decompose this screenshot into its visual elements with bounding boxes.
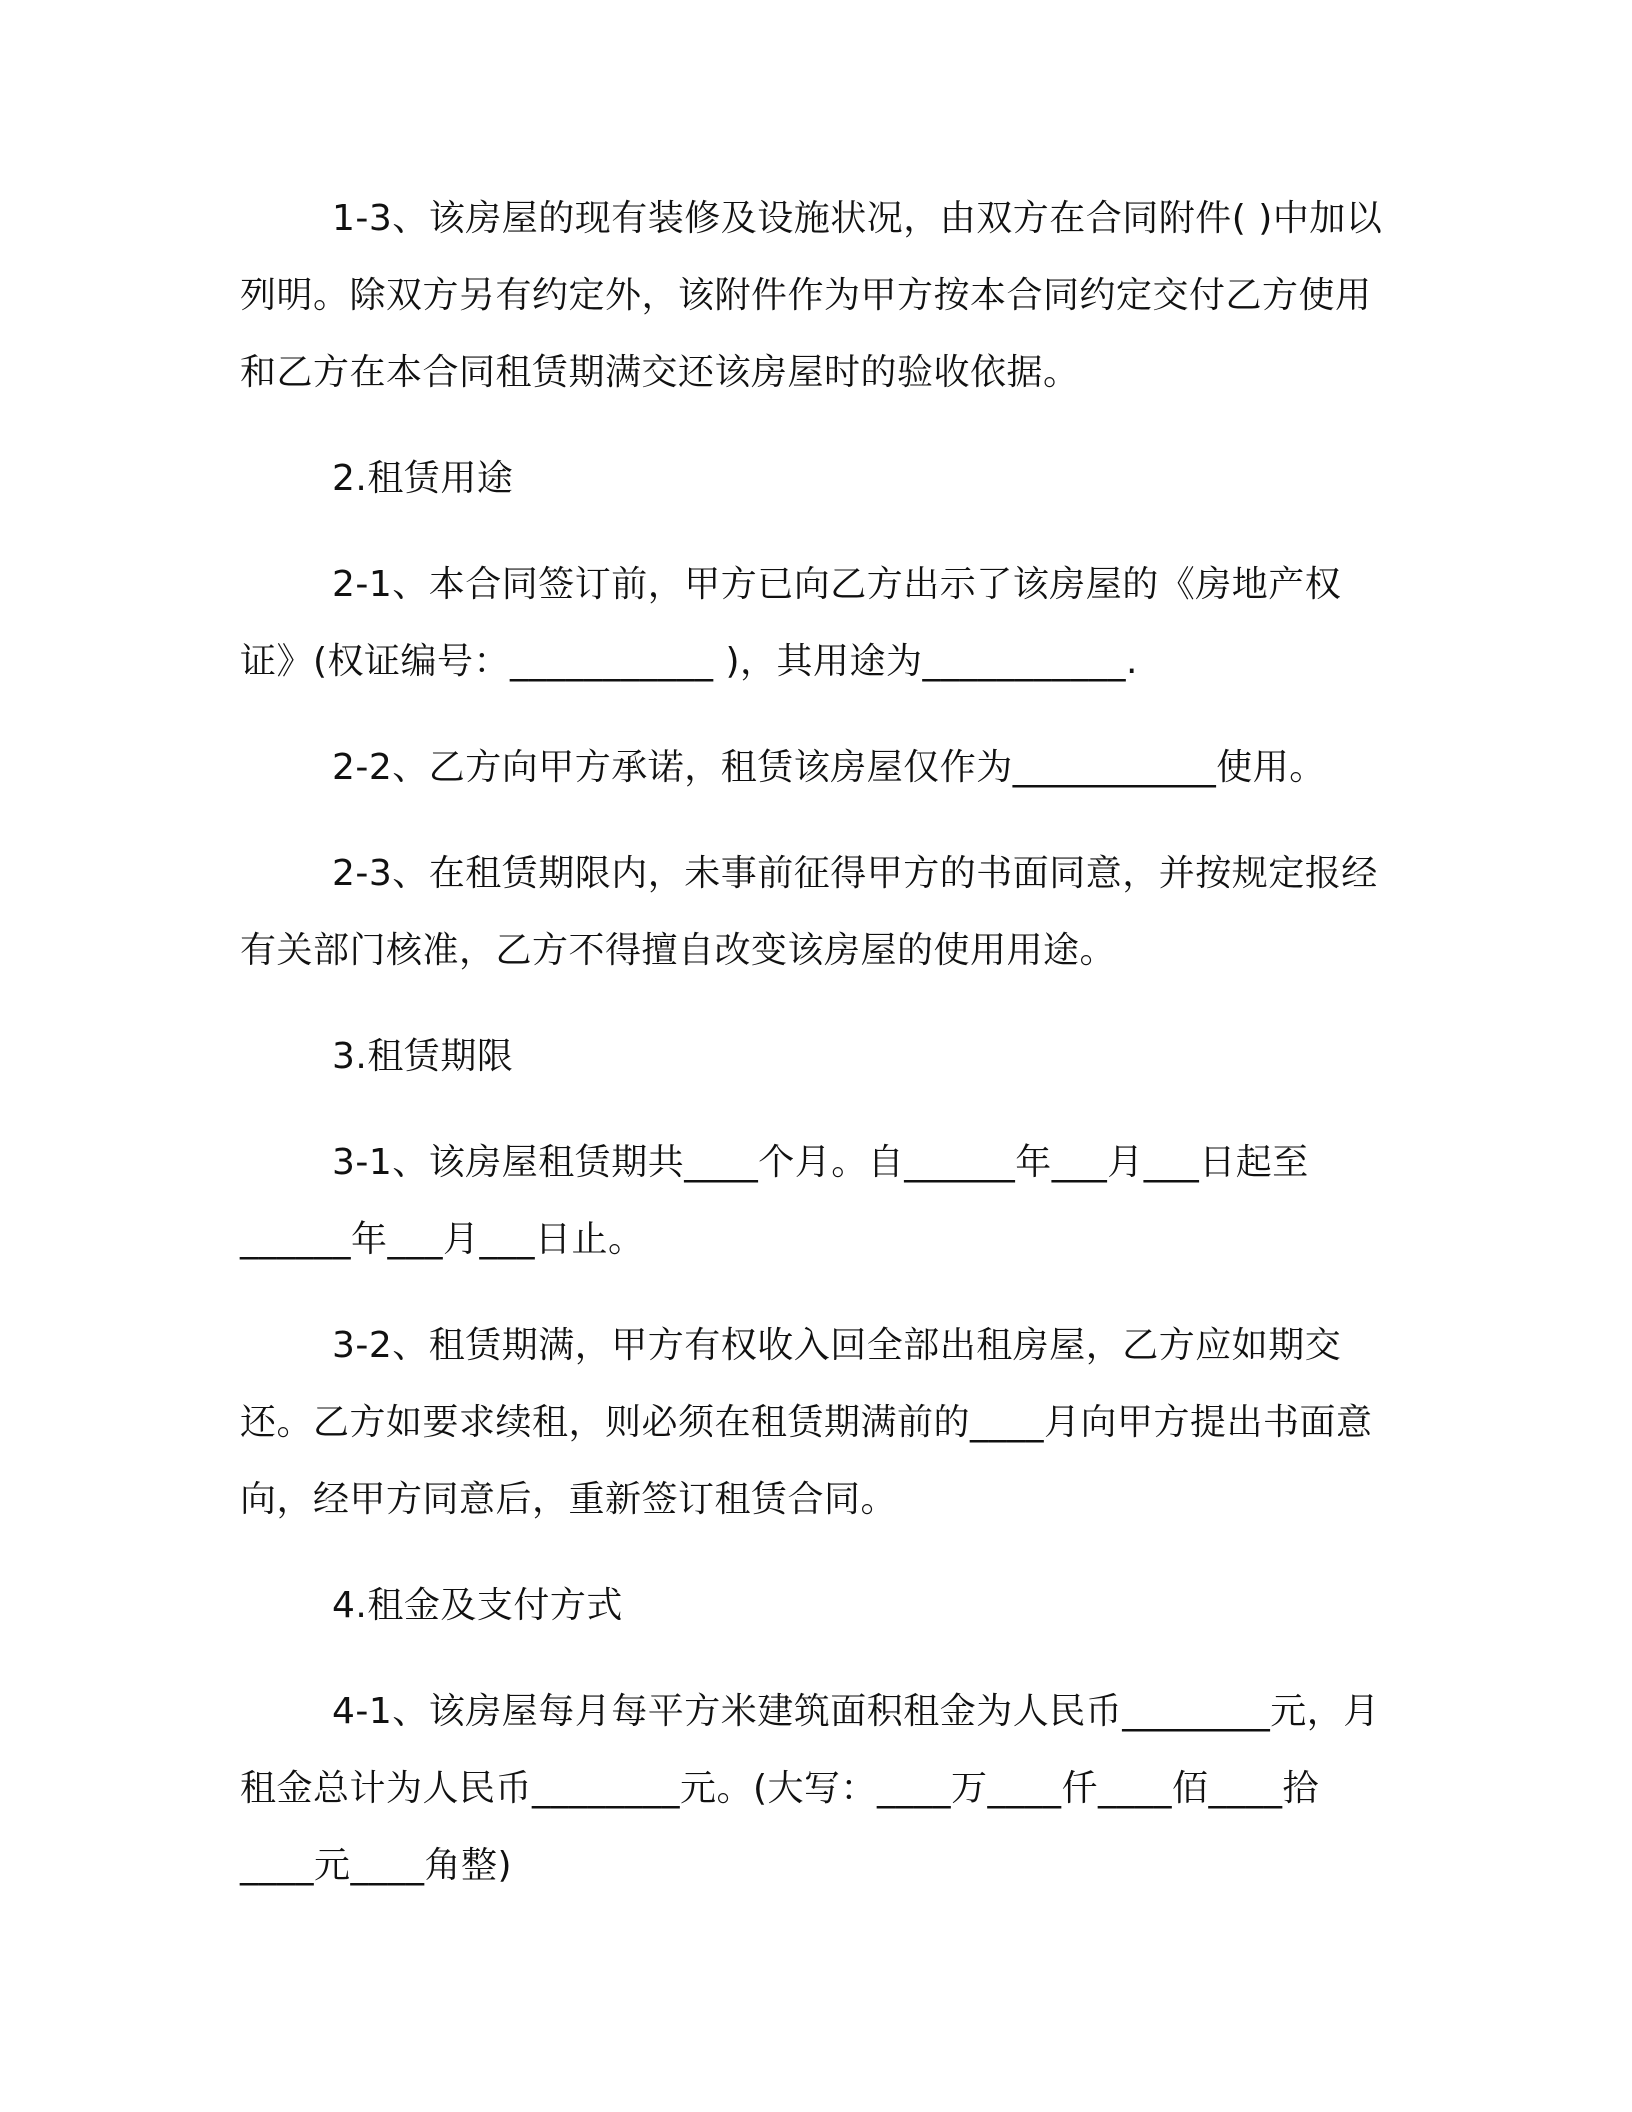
paragraph-gap xyxy=(240,806,1390,835)
paragraph-gap xyxy=(240,1538,1390,1567)
section-heading-4: 4.租金及支付方式 xyxy=(332,1585,623,1626)
paragraph-gap xyxy=(240,1644,1390,1673)
clause-3-2: 3-2、租赁期满，甲方有权收入回全部出租房屋，乙方应如期交还。乙方如要求续租，则必须在租赁期满前的____月向甲方提出书面意向，经甲方同意后，重新签订租赁合同。 xyxy=(240,1325,1373,1520)
clause-2-2: 2-2、乙方向甲方承诺，租赁该房屋仅作为___________使用。 xyxy=(332,747,1326,788)
paragraph-gap xyxy=(240,517,1390,546)
clause-4-1: 4-1、该房屋每月每平方米建筑面积租金为人民币________元，月租金总计为人民币________元。(大写：____万____仟____佰____拾____元____角整) xyxy=(240,1691,1380,1886)
clause-3-1: 3-1、该房屋租赁期共____个月。自______年___月___日起至______年___月___日止。 xyxy=(240,1142,1309,1260)
section-heading-2: 2.租赁用途 xyxy=(332,458,514,499)
clause-2-3: 2-3、在租赁期限内，未事前征得甲方的书面同意，并按规定报经有关部门核准，乙方不得擅自改变该房屋的使用用途。 xyxy=(240,853,1378,971)
paragraph-gap xyxy=(240,700,1390,729)
section-heading-3: 3.租赁期限 xyxy=(332,1036,514,1077)
paragraph-gap xyxy=(240,1278,1390,1307)
clause-2-1: 2-1、本合同签订前，甲方已向乙方出示了该房屋的《房地产权证》(权证编号：___________ )，其用途为___________. xyxy=(240,564,1342,682)
paragraph-gap xyxy=(240,411,1390,440)
paragraph-gap xyxy=(240,1095,1390,1124)
paragraph-gap xyxy=(240,989,1390,1018)
document-body xyxy=(240,180,1390,1904)
clause-1-3: 1-3、该房屋的现有装修及设施状况，由双方在合同附件( )中加以列明。除双方另有约定外，该附件作为甲方按本合同约定交付乙方使用和乙方在本合同租赁期满交还该房屋时的验收依据。 xyxy=(240,198,1383,393)
